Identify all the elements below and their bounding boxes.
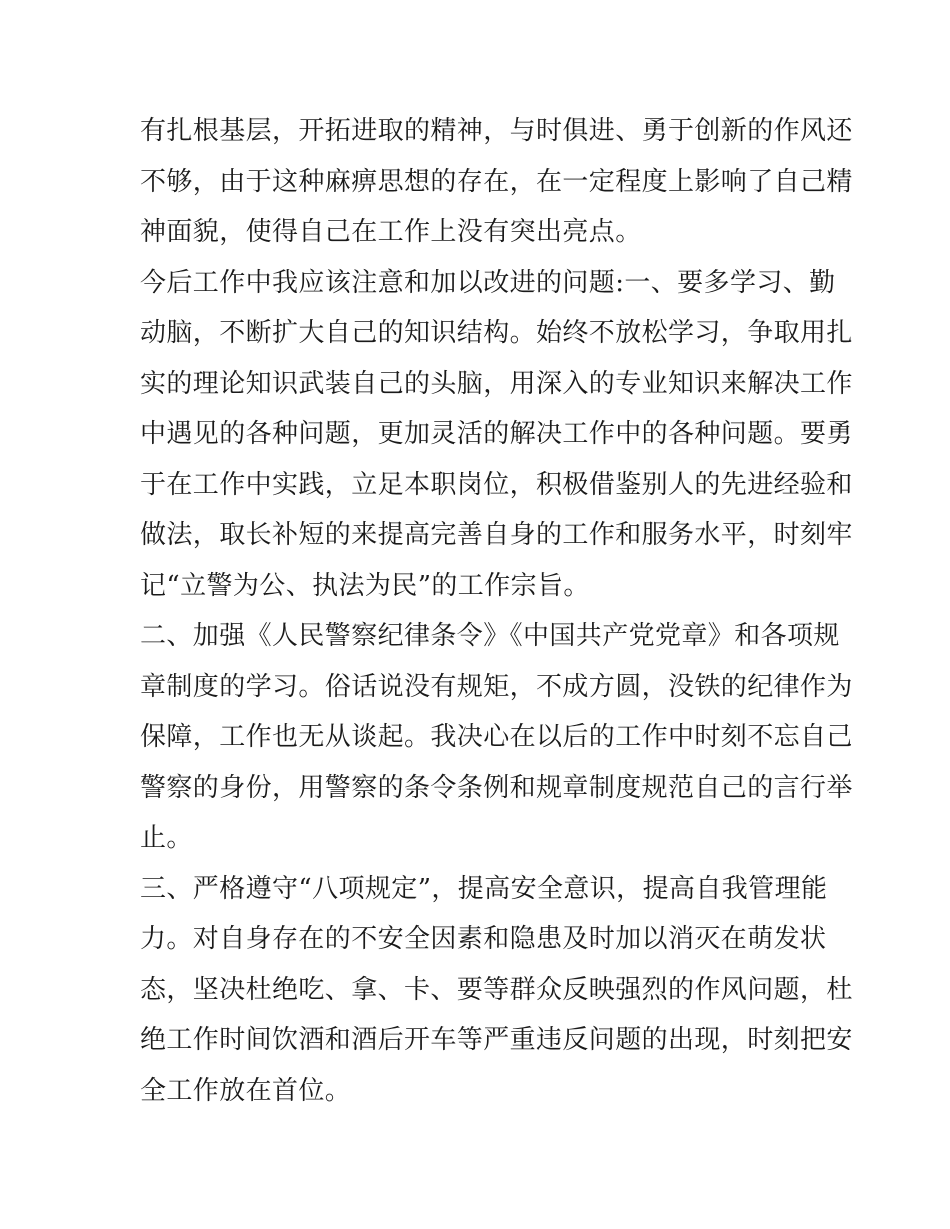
text-line-12: 章制度的学习。俗话说没有规矩，不成方圆，没铁的纪律作为 [140,671,853,702]
text-line-5: 动脑，不断扩大自己的知识结构。始终不放松学习，争取用扎 [140,318,853,348]
document-body [140,106,853,1116]
text-line-9: 做法，取长补短的来提高完善自身的工作和服务水平，时刻牢 [140,520,853,550]
text-line-7: 中遇见的各种问题，更加灵活的解决工作中的各种问题。要勇 [140,419,853,449]
text-line-1: 有扎根基层，开拓进取的精神，与时俱进、勇于创新的作风还 [140,116,853,146]
text-line-15: 止。 [140,823,193,853]
text-line-19: 绝工作时间饮酒和酒后开车等严重违反问题的出现，时刻把安 [140,1025,853,1055]
text-line-4: 今后工作中我应该注意和加以改进的问题:一、要多学习、勤 [140,267,836,298]
text-line-10: 记“立警为公、执法为民”的工作宗旨。 [140,570,590,601]
text-line-13: 保障，工作也无从谈起。我决心在以后的工作中时刻不忘自己 [140,722,853,752]
text-line-18: 态，坚决杜绝吃、拿、卡、要等群众反映强烈的作风问题，杜 [140,974,853,1005]
text-line-8: 于在工作中实践，立足本职岗位，积极借鉴别人的先进经验和 [140,469,853,500]
text-line-3: 神面貌，使得自己在工作上没有突出亮点。 [140,217,642,247]
text-line-17: 力。对自身存在的不安全因素和隐患及时加以消灭在萌发状 [140,924,827,954]
text-line-14: 警察的身份，用警察的条令条例和规章制度规范自己的言行举 [140,772,853,803]
text-line-2: 不够，由于这种麻痹思想的存在，在一定程度上影响了自己精 [140,166,853,197]
text-line-6: 实的理论知识武装自己的头脑，用深入的专业知识来解决工作 [140,368,853,399]
text-line-20: 全工作放在首位。 [140,1075,352,1106]
text-line-16: 三、严格遵守“八项规定”，提高安全意识，提高自我管理能 [140,873,828,904]
text-line-11: 二、加强《人民警察纪律条令》《中国共产党党章》和各项规 [140,621,840,651]
